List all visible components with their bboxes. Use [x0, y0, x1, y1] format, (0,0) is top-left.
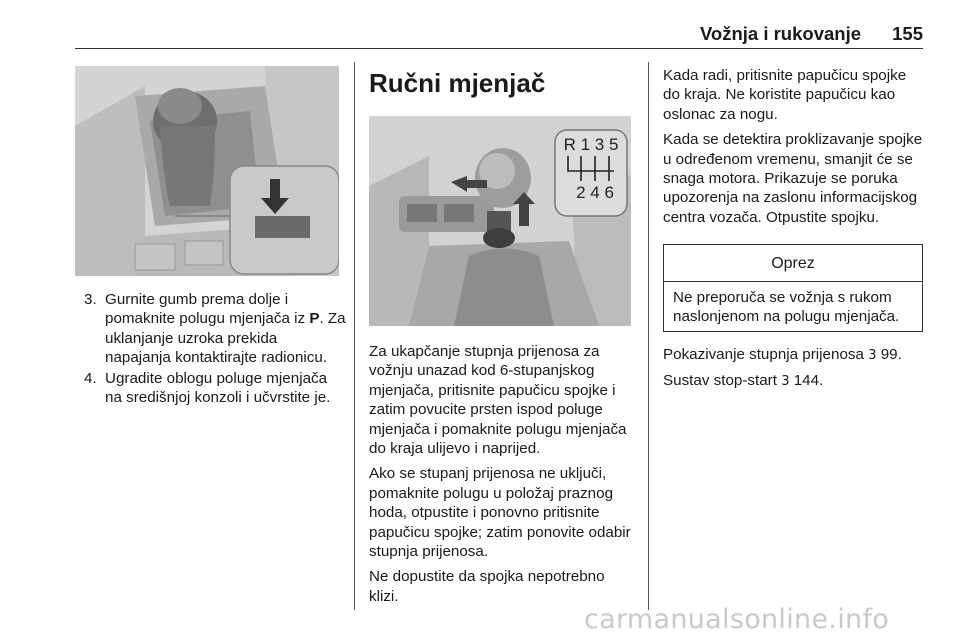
manual-transmission-text — [369, 342, 633, 612]
gear-pattern-top: R 1 3 5 — [563, 135, 619, 154]
list-item — [84, 290, 346, 368]
paragraph: Kada radi, pritisnite papučicu spojke do kraja. Ne koristite papučicu kao oslonac za nogu. — [663, 67, 907, 123]
paragraph: Za ukapčanje stupnja prijenosa za vožnju unazad kod 6-stupanjskog mjenjača, pritisnite papučicu spojke i zatim povucite prsten ispod poluge mjenjača i pomaknite polugu mjenjača do kraja ulijevo i naprijed. — [369, 343, 627, 458]
gear-position-p: P — [309, 310, 320, 328]
reference-link[interactable]: Sustav stop-start 3 144. — [663, 372, 824, 390]
caution-text: Ne preporuča se vožnja s rukom naslonjenom na polugu mjenjača. — [673, 289, 900, 326]
manual-gear-lever-illustration — [369, 116, 631, 326]
column-divider-1 — [354, 62, 355, 610]
list-item — [84, 369, 346, 408]
column-divider-2 — [648, 62, 649, 610]
reference-arrow-icon: 3 — [868, 348, 877, 363]
caution-box — [663, 244, 923, 332]
watermark: carmanualsonline.info — [584, 604, 890, 635]
reference-arrow-icon: 3 — [781, 374, 790, 390]
clutch-text — [663, 66, 925, 233]
step-number: 3. — [84, 291, 97, 308]
paragraph: Ne dopustite da spojka nepotrebno klizi. — [369, 568, 605, 605]
paragraph: Ako se stupanj prijenosa ne uključi, pomaknite polugu u položaj praznog hoda, otpustite i ponovno pritisnite papučicu spojke; zatim ponovite odabir stupnja prijenosa. — [369, 465, 631, 561]
reference-link[interactable]: Pokazivanje stupnja prijenosa 3 99. — [663, 346, 902, 363]
cross-references — [663, 345, 925, 398]
gear-lever-illustration — [75, 66, 339, 276]
step-number: 4. — [84, 370, 97, 387]
section-title: Vožnja i rukovanje — [699, 23, 861, 44]
caution-title: Oprez — [664, 245, 922, 282]
paragraph: Kada se detektira proklizavanje spojke u određenom vremenu, smanjit će se snaga motora. Prikazuje se poruka upozorenja na zaslonu informacijskog centra vozača. Otpustite spojku. — [663, 131, 923, 226]
page-header — [75, 22, 923, 49]
page-number: 155 — [892, 23, 923, 44]
step-text: Gurnite gumb prema dolje i pomaknite polugu mjenjača iz P. Za uklanjanje uzroka prekida napajanja kontaktirajte radionicu. — [105, 291, 346, 367]
step-text: Ugradite oblogu poluge mjenjača na središnjoj konzoli i učvrstite je. — [105, 370, 331, 407]
manual-transmission-title: Ručni mjenjač — [369, 68, 546, 98]
gear-pattern-bottom: 2 4 6 — [576, 183, 614, 202]
